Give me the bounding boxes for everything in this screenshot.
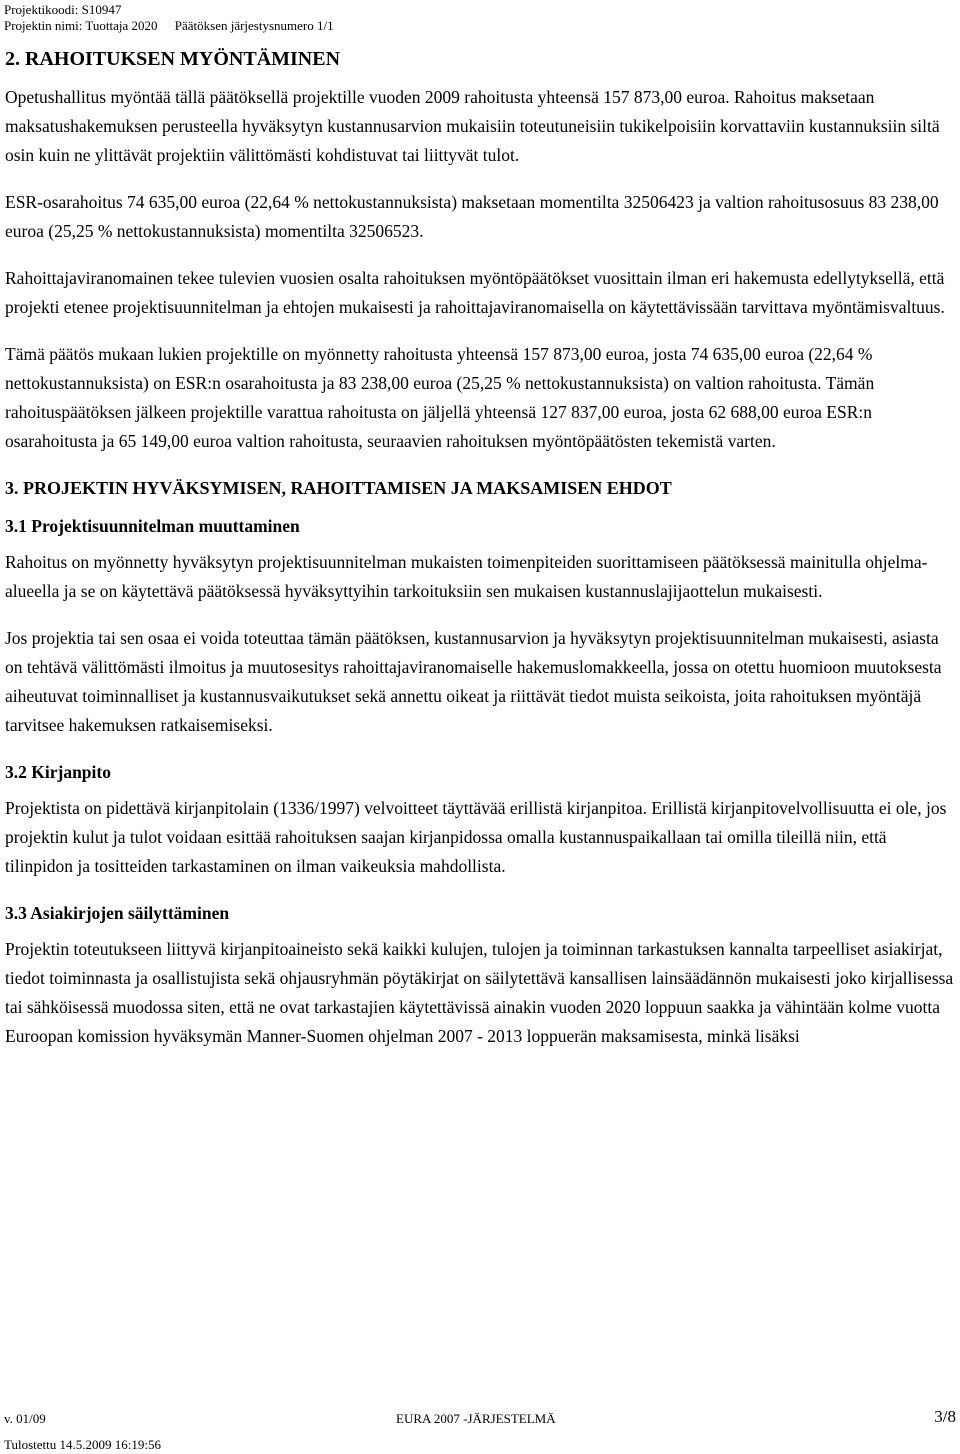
page-header	[4, 2, 348, 34]
section-2-title: 2. RAHOITUKSEN MYÖNTÄMINEN	[5, 48, 341, 70]
paragraph: Jos projektia tai sen osaa ei voida toteuttaa tämän päätöksen, kustannusarvion ja hyväksytyn projektisuunnitelman mukaisesti, asiasta on tehtävä välittömästi ilmoitus ja muutosesitys rahoittajaviranomaiselle hakemuslomakkeella, jossa on otettu huomioon muutoksesta aiheutuvat toiminnalliset ja kustannusvaikutukset sekä annettu oikeat ja riittävät tiedot muista seikoista, joita rahoituksen myöntäjä tarvitsee hakemuksen ratkaisemiseksi.	[5, 628, 942, 735]
system-name: EURA 2007 -JÄRJESTELMÄ	[396, 1411, 556, 1426]
page-number: 3/8	[934, 1407, 956, 1426]
paragraph: Rahoitus on myönnetty hyväksytyn projektisuunnitelman mukaisten toimenpiteiden suorittamiseen päätöksessä mainitulla ohjelma-alueella ja se on käytettävä päätöksessä hyväksyttyihin tarkoituksiin sen mukaisen kustannuslajijaottelun mukaisesti.	[5, 552, 928, 601]
document-body	[5, 45, 955, 1069]
header-row	[4, 18, 348, 34]
paragraph: Rahoittajaviranomainen tekee tulevien vuosien osalta rahoituksen myöntöpäätökset vuosittain ilman eri hakemusta edellytyksellä, että projekti etenee projektisuunnitelman ja ehtojen mukaisesti ja rahoittajaviranomaisella on käytettävissään tarvittava myöntämisvaltuus.	[5, 268, 945, 317]
paragraph: Opetushallitus myöntää tällä päätöksellä projektille vuoden 2009 rahoitusta yhteensä 157 873,00 euroa. Rahoitus maksetaan maksatushakemuksen perusteella hyväksytyn kustannusarvion mukaisiin toteutuneisiin tukikelpoisiin korvattaviin kustannuksiin siltä osin kuin ne ylittävät projektiin välittömästi kohdistuvat tai liittyvät tulot.	[5, 87, 940, 165]
subsection-3-1-title: 3.1 Projektisuunnitelman muuttaminen	[5, 516, 300, 536]
subsection-3-2-title: 3.2 Kirjanpito	[5, 762, 111, 782]
version-label: v. 01/09	[4, 1411, 46, 1426]
subsection-3-3-title: 3.3 Asiakirjojen säilyttäminen	[5, 903, 230, 923]
section-3-title: 3. PROJEKTIN HYVÄKSYMISEN, RAHOITTAMISEN JA MAKSAMISEN EHDOT	[5, 478, 672, 498]
paragraph: Tämä päätös mukaan lukien projektille on myönnetty rahoitusta yhteensä 157 873,00 euroa, josta 74 635,00 euroa (22,64 % nettokustannuksista) on ESR:n osarahoitusta ja 83 238,00 euroa (25,25 % nettokustannuksista) on valtion rahoitusta. Tämän rahoituspäätöksen jälkeen projektille varattua rahoitusta on jäljellä yhteensä 127 837,00 euroa, josta 62 688,00 euroa ESR:n osarahoitusta ja 65 149,00 euroa valtion rahoitusta, seuraavien rahoituksen myöntöpäätösten tekemistä varten.	[5, 344, 875, 451]
project-name: Projektin nimi: Tuottaja 2020	[4, 18, 158, 33]
paragraph: Projektin toteutukseen liittyvä kirjanpitoaineisto sekä kaikki kulujen, tulojen ja toiminnan tarkastuksen kannalta tarpeelliset asiakirjat, tiedot toiminnasta ja osallistujista sekä ohjausryhmän pöytäkirjat on säilytettävä kansallisen lainsäädännön mukaisesti joko kirjallisessa tai sähköisessä muodossa siten, että ne ovat tarkastajien käytettävissä ainakin vuoden 2020 loppuun saakka ja vähintään kolme vuotta Euroopan komission hyväksymän Manner-Suomen ohjelman 2007 - 2013 loppuerän maksamisesta, minkä lisäksi	[5, 939, 954, 1046]
decision-number: Päätöksen järjestysnumero 1/1	[174, 18, 334, 33]
paragraph: ESR-osarahoitus 74 635,00 euroa (22,64 % nettokustannuksista) maksetaan momentilta 32506423 ja valtion rahoitusosuus 83 238,00 euroa (25,25 % nettokustannuksista) momentilta 32506523.	[5, 192, 939, 241]
paragraph: Projektista on pidettävä kirjanpitolain (1336/1997) velvoitteet täyttävää erillistä kirjanpitoa. Erillistä kirjanpitovelvollisuutta ei ole, jos projektin kulut ja tulot voidaan esittää rahoituksen saajan kirjanpidossa omalla kustannuspaikallaan tai omilla tileillä niin, että tilinpidon ja tositteiden tarkastaminen on ilman vaikeuksia mahdollista.	[5, 798, 947, 876]
project-code: Projektikoodi: S10947	[4, 2, 122, 17]
print-timestamp: Tulostettu 14.5.2009 16:19:56	[4, 1437, 161, 1452]
